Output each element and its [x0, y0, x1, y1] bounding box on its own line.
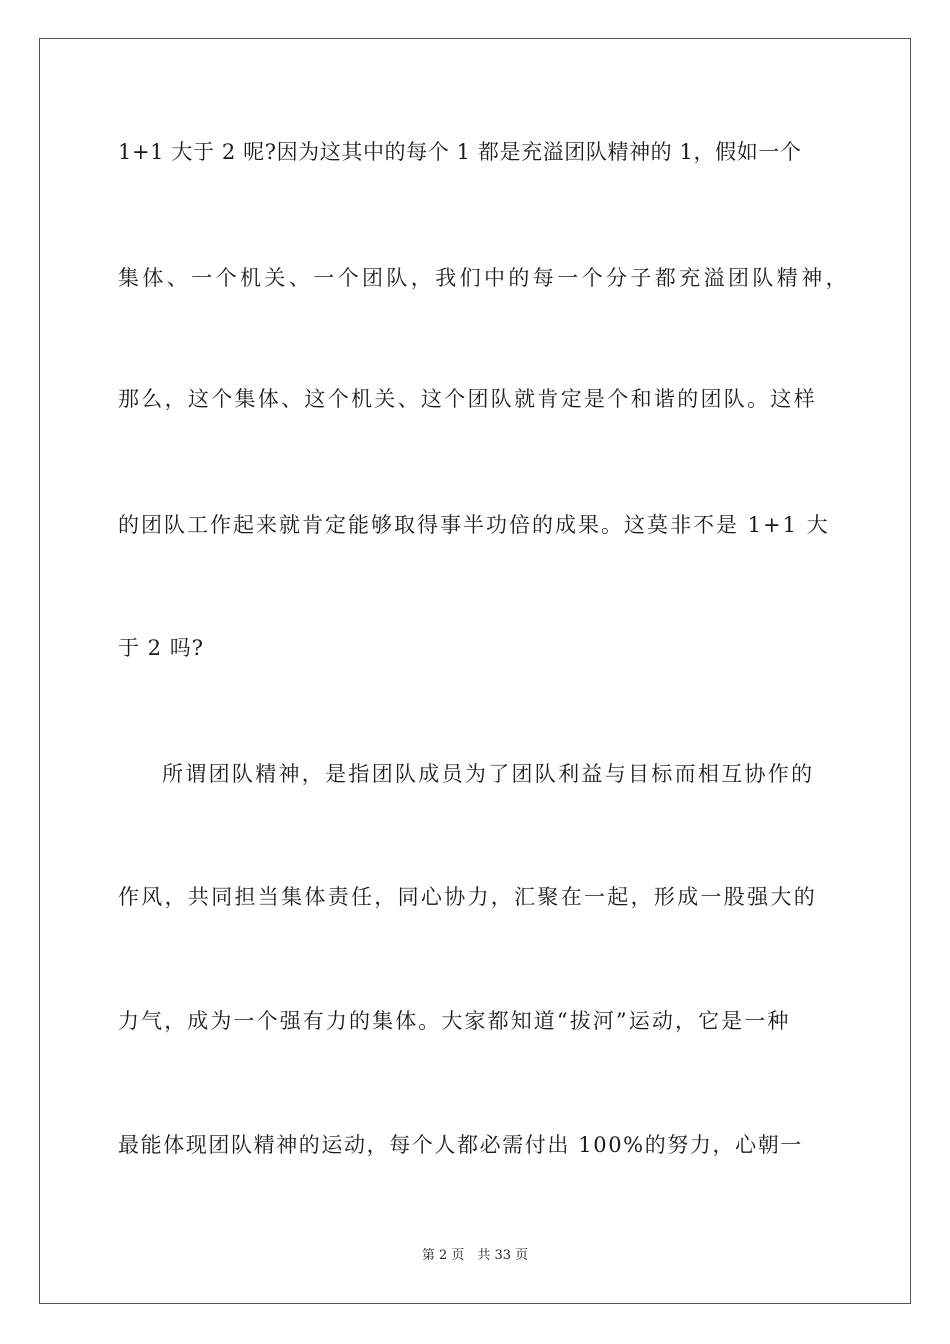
paragraph-line: 力气，成为一个强有力的集体。大家都知道“拔河”运动，它是一种: [118, 1009, 791, 1033]
paragraph-line: 作风，共同担当集体责任，同心协力，汇聚在一起，形成一股强大的: [118, 885, 817, 909]
paragraph-line: 所谓团队精神，是指团队成员为了团队利益与目标而相互协作的: [162, 762, 815, 786]
paragraph-line: 于 2 吗?: [118, 636, 204, 660]
paragraph-line: 最能体现团队精神的运动，每个人都必需付出 100%的努力，心朝一: [118, 1133, 803, 1157]
paragraph-line: 1+1 大于 2 呢?因为这其中的每个 1 都是充溢团队精神的 1，假如一个: [118, 140, 802, 164]
paragraph-line: 那么，这个集体、这个机关、这个团队就肯定是个和谐的团队。这样: [118, 387, 817, 411]
page-number-footer: 第 2 页 共 33 页: [421, 1248, 529, 1263]
page-border: [39, 38, 911, 1304]
paragraph-line: 的团队工作起来就肯定能够取得事半功倍的成果。这莫非不是 1+1 大: [118, 513, 830, 537]
paragraph-line: 集体、一个机关、一个团队，我们中的每一个分子都充溢团队精神，: [118, 266, 850, 290]
